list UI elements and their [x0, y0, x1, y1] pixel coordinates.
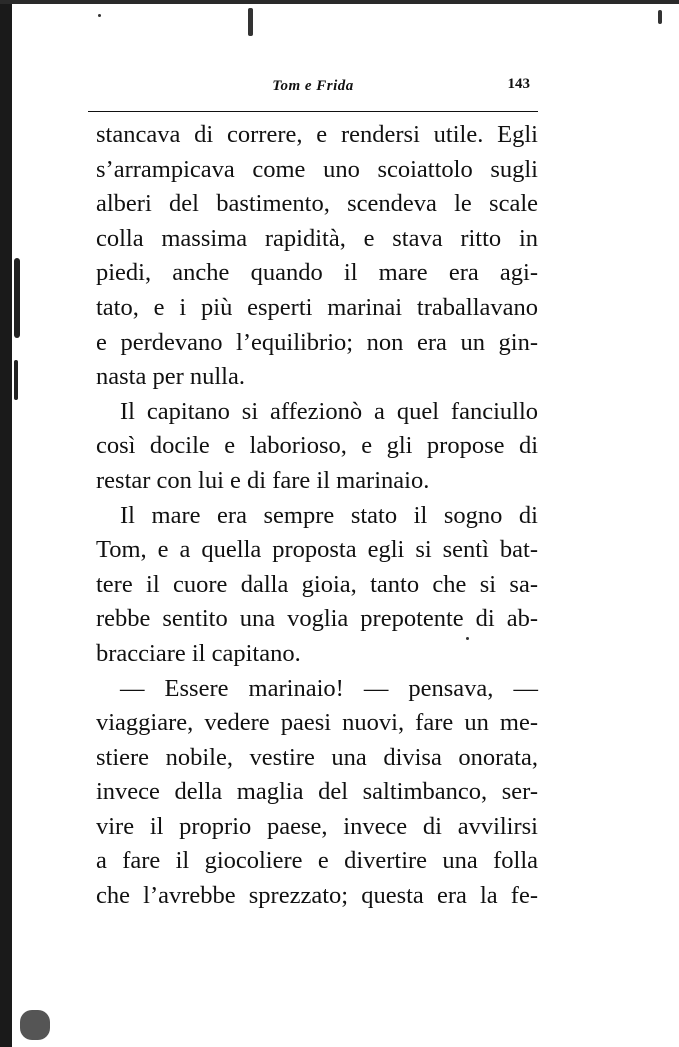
- scan-edge-left: [0, 0, 12, 1047]
- running-title: Tom e Frida: [272, 78, 354, 94]
- text-line: Il mare era sempre stato il sogno di: [120, 501, 538, 529]
- text-line: tato, e i più esperti marinai traballavano: [96, 293, 538, 321]
- margin-mark: [14, 360, 18, 400]
- page-number: 143: [507, 76, 530, 92]
- text-line: Tom, e a quella proposta egli si sentì bat-: [96, 536, 538, 564]
- page-header: [88, 74, 538, 102]
- text-line: colla massima rapidità, e stava ritto in: [96, 224, 538, 252]
- text-line: rebbe sentito una voglia prepotente di ab-: [96, 605, 538, 633]
- text-line: — Essere marinaio! — pensava, —: [120, 674, 538, 702]
- text-line: invece della maglia del saltimbanco, ser-: [96, 778, 538, 806]
- margin-mark: [14, 258, 20, 338]
- speck: [20, 1010, 50, 1040]
- scan-edge-top: [0, 0, 679, 4]
- text-line: piedi, anche quando il mare era agi-: [96, 259, 538, 287]
- text-line: restar con lui e di fare il marinaio.: [96, 466, 430, 494]
- text-line: viaggiare, vedere paesi nuovi, fare un me-: [96, 709, 538, 737]
- text-line: Il capitano si affezionò a quel fanciullo: [120, 397, 538, 425]
- text-line: vire il proprio paese, invece di avvilirsi: [96, 812, 538, 840]
- text-line: a fare il giocoliere e divertire una folla: [96, 847, 538, 875]
- text-line: stiere nobile, vestire una divisa onorata,: [96, 743, 538, 771]
- text-line: tere il cuore dalla gioia, tanto che si sa-: [96, 570, 538, 598]
- speck: [658, 10, 662, 24]
- body-text: [96, 118, 538, 914]
- text-line: stancava di correre, e rendersi utile. Egli: [96, 121, 538, 148]
- text-line: che l’avrebbe sprezzato; questa era la fe-: [96, 882, 538, 910]
- speck: [248, 8, 253, 36]
- text-line: bracciare il capitano.: [96, 639, 301, 667]
- text-line: e perdevano l’equilibrio; non era un gin-: [96, 328, 538, 356]
- text-line: nasta per nulla.: [96, 363, 245, 391]
- text-line: alberi del bastimento, scendeva le scale: [96, 190, 538, 218]
- speck: [98, 14, 101, 17]
- text-line: così docile e laborioso, e gli propose di: [96, 432, 538, 460]
- header-rule: [88, 111, 538, 112]
- text-line: s’arrampicava come uno scoiattolo sugli: [96, 155, 538, 183]
